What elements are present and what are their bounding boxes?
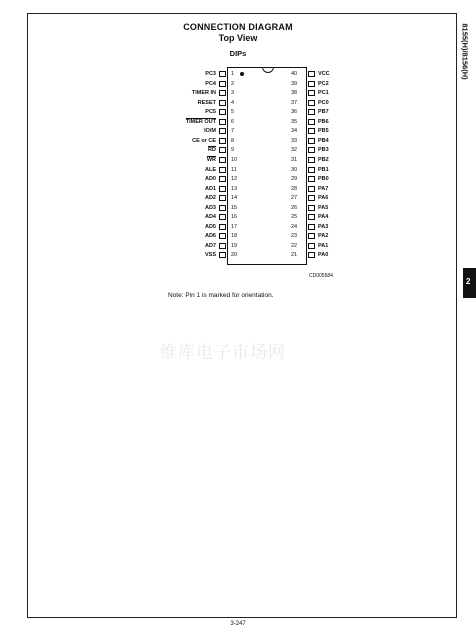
- watermark: 维库电子市场网: [160, 343, 286, 363]
- right-pin-label: [318, 242, 378, 251]
- pin-number-text: 3: [231, 90, 235, 97]
- pin-number-text: 31: [291, 156, 298, 163]
- pin-lead: [219, 224, 226, 230]
- pin-lead: [308, 157, 315, 163]
- pin-lead: [219, 205, 226, 211]
- pin-lead: [308, 90, 315, 96]
- pin-lead: [219, 128, 226, 134]
- pin-name: PA1: [318, 242, 329, 249]
- pin-number-text: 15: [231, 204, 238, 211]
- pin-name: PB2: [318, 156, 329, 163]
- pin-number-text: 6: [231, 118, 235, 125]
- pin-number-text: 19: [231, 242, 238, 249]
- pin-lead: [308, 167, 315, 173]
- left-pin-label: [120, 146, 216, 155]
- pin-name: AD7: [204, 242, 216, 249]
- pin-lead: [219, 167, 226, 173]
- pin-name: PA5: [318, 204, 329, 211]
- package-label: DIPs: [229, 49, 247, 58]
- pin-name: PC5: [205, 109, 216, 116]
- pin-number-text: 1: [231, 71, 235, 77]
- pin-number-text: 7: [231, 128, 235, 135]
- pin-lead: [219, 252, 226, 258]
- diagram-subtitle: Top View: [218, 33, 258, 43]
- pin1-marker: [240, 72, 244, 76]
- pin-number-text: 12: [231, 176, 238, 183]
- pin-name: AD0: [204, 176, 216, 183]
- pin-lead: [219, 214, 226, 220]
- page-number: 3-247: [230, 621, 246, 627]
- pin-lead: [219, 195, 226, 201]
- pin-lead: [308, 119, 315, 125]
- pin-number-text: 14: [231, 195, 238, 202]
- pin-name: PC3: [205, 71, 216, 77]
- right-pin-label: [318, 213, 378, 222]
- pin-name: PA6: [318, 195, 329, 202]
- left-pin-label: [120, 251, 216, 260]
- pin-number-text: 23: [291, 233, 298, 240]
- left-pin-label: [120, 137, 216, 146]
- figure-code: CD005584: [309, 273, 333, 279]
- pin-number-text: 24: [291, 223, 298, 230]
- pin-name: IO/M: [204, 128, 216, 135]
- left-pin-label: [120, 127, 216, 136]
- side-part-label: 8155(H)/8156(H): [460, 23, 470, 80]
- pin-name: PC1: [318, 90, 329, 97]
- section-tab: 2: [463, 268, 476, 298]
- right-pin-label: [318, 80, 378, 89]
- pin-number-text: 38: [291, 90, 298, 97]
- pin-name: AD4: [204, 214, 216, 221]
- pin-name: PA3: [318, 223, 329, 230]
- pin-lead: [219, 157, 226, 163]
- pin-number-text: 26: [291, 204, 298, 211]
- pin-name: VCC: [318, 71, 330, 77]
- left-pin-label: [120, 213, 216, 222]
- pin-lead: [308, 176, 315, 182]
- pin-lead: [308, 224, 315, 230]
- left-pin-label: [120, 223, 216, 232]
- pin-number-text: 25: [291, 214, 298, 221]
- pin-name: PA0: [318, 252, 329, 259]
- pin-name: PB1: [318, 166, 329, 173]
- orientation-note: Note: Pin 1 is marked for orientation.: [168, 292, 274, 299]
- pin-number-text: 4: [231, 99, 235, 106]
- pin-lead: [219, 90, 226, 96]
- left-pin-label: [120, 156, 216, 165]
- pin-lead: [308, 138, 315, 144]
- pin-number-text: 34: [291, 128, 298, 135]
- right-pin-label: [318, 204, 378, 213]
- pin-lead: [219, 138, 226, 144]
- pin-number-text: 22: [291, 242, 298, 249]
- pin-number-text: 32: [291, 147, 298, 154]
- right-pin-label: [318, 223, 378, 232]
- pin-number-text: 20: [231, 252, 238, 259]
- pin-lead: [308, 81, 315, 87]
- pin-lead: [219, 71, 226, 77]
- pin-number-text: 17: [231, 223, 238, 230]
- pin-lead: [308, 128, 315, 134]
- pin-name: $\overline{WR}$: [206, 156, 216, 163]
- pin-name: PC2: [318, 80, 329, 87]
- right-pin-label: [318, 89, 378, 98]
- pin-lead: [308, 195, 315, 201]
- pin-name: PC4: [205, 80, 216, 87]
- left-pin-label: [120, 70, 216, 79]
- pin-name: ALE: [205, 166, 216, 173]
- pin-number-text: 27: [291, 195, 298, 202]
- pin-name: $\overline{RD}$: [208, 147, 216, 154]
- pin-lead: [219, 243, 226, 249]
- right-pin-label: [318, 118, 378, 127]
- pin-number-text: 21: [291, 252, 298, 259]
- pin-name: RESET: [197, 99, 216, 106]
- pin-lead: [308, 147, 315, 153]
- left-pin-label: [120, 108, 216, 117]
- right-pin-label: [318, 127, 378, 136]
- pin-lead: [308, 205, 315, 211]
- pin-number-text: 13: [231, 185, 238, 192]
- pin-number-text: 5: [231, 109, 235, 116]
- pin-lead: [308, 233, 315, 239]
- pin-lead: [308, 71, 315, 77]
- left-pin-label: [120, 166, 216, 175]
- right-pin-label: [318, 156, 378, 165]
- pin-lead: [219, 233, 226, 239]
- pin-name: TIMER IN: [191, 90, 216, 97]
- pin-lead: [308, 243, 315, 249]
- pin-lead: [308, 252, 315, 258]
- left-pin-label: [120, 80, 216, 89]
- pin-number-text: 9: [231, 147, 235, 154]
- pin-number-text: 35: [291, 118, 298, 125]
- pin-name: TIMER OUT: [185, 118, 216, 125]
- right-pin-label: [318, 108, 378, 117]
- pin-number-text: 40: [291, 71, 298, 77]
- pin-number-text: 18: [231, 233, 238, 240]
- right-pin-label: [318, 99, 378, 108]
- pin-lead: [219, 100, 226, 106]
- pin-name: PB0: [318, 176, 329, 183]
- right-pin-label: [318, 185, 378, 194]
- pin-number-text: 16: [231, 214, 238, 221]
- pin-number-text: 10: [231, 156, 238, 163]
- pin-number-text: 28: [291, 185, 298, 192]
- pin-name: PB4: [318, 137, 329, 144]
- pin-name: PA4: [318, 214, 329, 221]
- pin-lead: [219, 109, 226, 115]
- right-pin-label: [318, 251, 378, 260]
- pin-name: PC0: [318, 99, 329, 106]
- right-pin-label: [318, 146, 378, 155]
- pin-number-text: 8: [231, 137, 235, 144]
- pin-name: VSS: [204, 252, 216, 259]
- right-pin-label: [318, 194, 378, 203]
- pin-name: PB5: [318, 128, 329, 135]
- pin-lead: [219, 119, 226, 125]
- right-pin-label: [318, 70, 378, 79]
- pin-number-text: 36: [291, 109, 298, 116]
- pin-lead: [219, 147, 226, 153]
- pin-lead: [308, 109, 315, 115]
- left-pin-label: [120, 204, 216, 213]
- left-pin-label: [120, 242, 216, 251]
- right-pin-label: [318, 137, 378, 146]
- pin-lead: [219, 81, 226, 87]
- left-pin-label: [120, 194, 216, 203]
- pin-number-text: 2: [231, 80, 235, 87]
- pin-name: AD1: [204, 185, 216, 192]
- pin-number-text: 33: [291, 137, 298, 144]
- left-pin-label: [120, 89, 216, 98]
- pin-name: CE or CE: [192, 137, 216, 144]
- left-pin-label: [120, 232, 216, 241]
- left-pin-label: [120, 118, 216, 127]
- diagram-title: CONNECTION DIAGRAM: [183, 22, 293, 32]
- pin-number-text: 30: [291, 166, 298, 173]
- pin-name: PA7: [318, 185, 329, 192]
- pin-number-text: 11: [231, 166, 237, 173]
- pin-lead: [308, 214, 315, 220]
- pin-number-text: 37: [291, 99, 298, 106]
- pin-lead: [219, 186, 226, 192]
- pin-lead: [308, 100, 315, 106]
- pin-number-text: 29: [291, 176, 298, 183]
- right-pin-label: [318, 175, 378, 184]
- pin-name: PB7: [318, 109, 329, 116]
- left-pin-label: [120, 99, 216, 108]
- pin-name: AD5: [204, 223, 216, 230]
- right-pin-label: [318, 232, 378, 241]
- pin-name: PA2: [318, 233, 329, 240]
- pin-name: PB6: [318, 118, 329, 125]
- left-pin-label: [120, 185, 216, 194]
- pin-name: PB3: [318, 147, 329, 154]
- right-pin-label: [318, 166, 378, 175]
- pin-name: AD2: [204, 195, 216, 202]
- pin-lead: [219, 176, 226, 182]
- pin-lead: [308, 186, 315, 192]
- pin-name: AD6: [204, 233, 216, 240]
- left-pin-label: [120, 175, 216, 184]
- pin-name: AD3: [204, 204, 216, 211]
- pin-number-text: 39: [291, 80, 298, 87]
